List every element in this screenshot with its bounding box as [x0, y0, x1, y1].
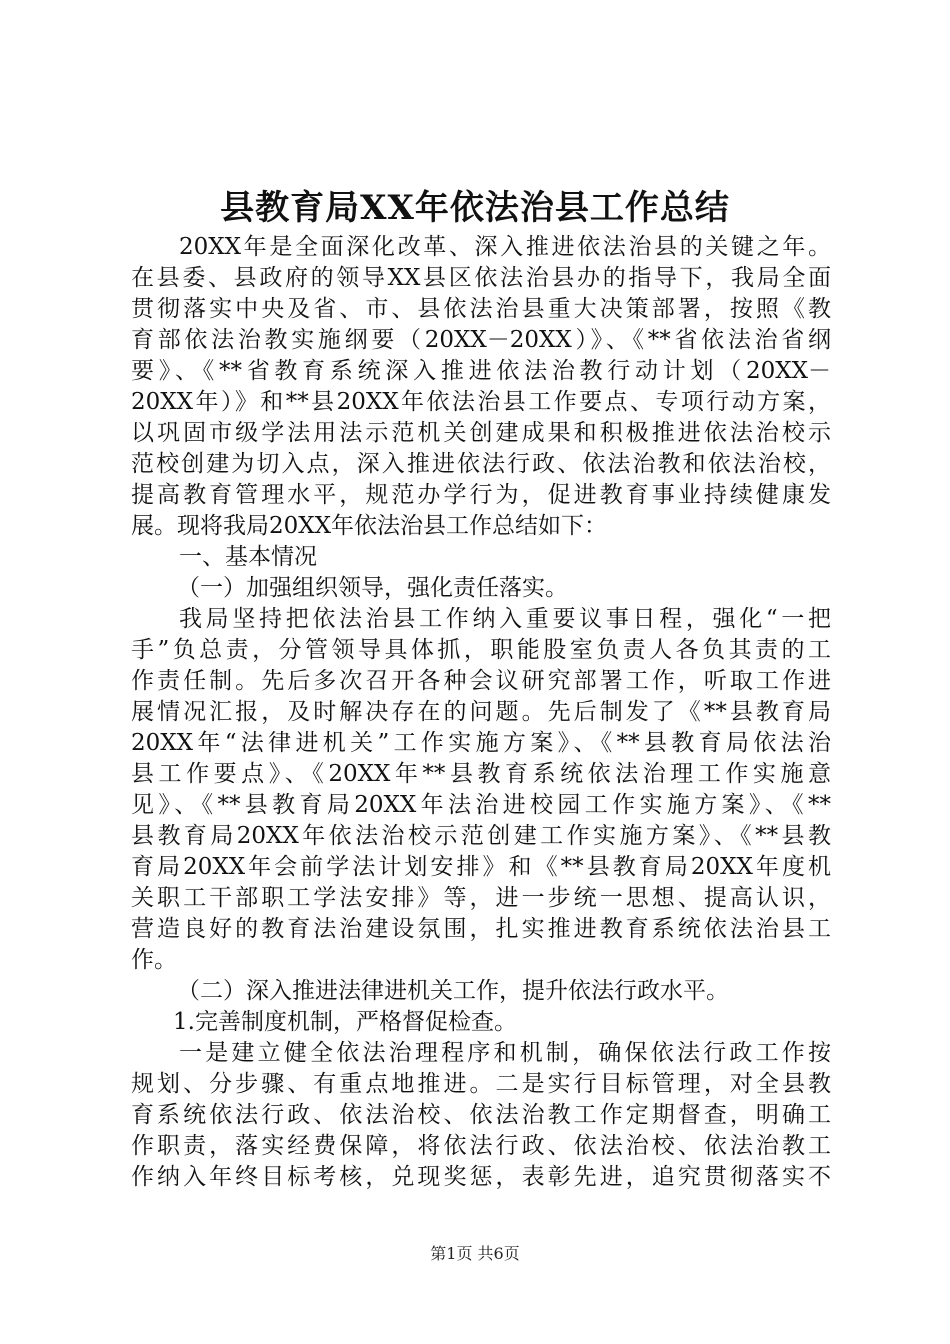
subsection-heading: （一）加强组织领导，强化责任落实。	[177, 575, 568, 601]
page-footer: 第1页 共6页	[430, 1244, 520, 1263]
section-heading: 一、基本情况	[179, 544, 317, 570]
text-line: 20XX年）》和**县20XX年依法治县工作要点、专项行动方案，	[131, 389, 831, 415]
text-line: 规划、分步骤、有重点地推进。二是实行目标管理，对全县教	[131, 1071, 831, 1097]
text-line: 见》、《**县教育局20XX年法治进校园工作实施方案》、《**	[131, 792, 831, 818]
text-line: 20XX年“法律进机关”工作实施方案》、《**县教育局依法治	[131, 730, 831, 756]
text-line: 育局20XX年会前学法计划安排》和《**县教育局20XX年度机	[131, 854, 831, 880]
text-line: 关职工干部职工学法安排》等，进一步统一思想、提高认识，	[131, 885, 831, 911]
text-line: 育部依法治教实施纲要（20XX－20XX）》、《**省依法治省纲	[131, 327, 831, 353]
text-line: 县教育局20XX年依法治校示范创建工作实施方案》、《**县教	[131, 823, 831, 849]
text-line: 育系统依法行政、依法治校、依法治教工作定期督查，明确工	[131, 1102, 831, 1128]
text-line: 展。现将我局20XX年依法治县工作总结如下：	[131, 513, 608, 539]
text-line: 贯彻落实中央及省、市、县依法治县重大决策部署，按照《教	[131, 296, 831, 322]
document-body	[131, 232, 831, 1193]
text-line: 以巩固市级学法用法示范机关创建成果和积极推进依法治校示	[131, 420, 831, 446]
subsection-heading: （二）深入推进法律进机关工作，提升依法行政水平。	[177, 978, 729, 1004]
document-title: 县教育局XX年依法治县工作总结	[220, 188, 730, 228]
text-line: 县工作要点》、《20XX年**县教育系统依法治理工作实施意	[131, 761, 831, 787]
text-line: 营造良好的教育法治建设氛围，扎实推进教育系统依法治县工	[131, 916, 831, 942]
text-line: 展情况汇报，及时解决存在的问题。先后制发了《**县教育局	[131, 699, 831, 725]
text-line: 作。	[131, 947, 177, 973]
item-heading: 1.完善制度机制，严格督促检查。	[173, 1009, 517, 1035]
text-line: 20XX年是全面深化改革、深入推进依法治县的关键之年。	[179, 234, 831, 260]
text-line: 我局坚持把依法治县工作纳入重要议事日程，强化“一把	[179, 606, 831, 632]
text-line: 要》、《**省教育系统深入推进依法治教行动计划（20XX－	[131, 358, 831, 384]
text-line: 在县委、县政府的领导XX县区依法治县办的指导下，我局全面	[131, 265, 831, 291]
text-line: 一是建立健全依法治理程序和机制，确保依法行政工作按	[179, 1040, 831, 1066]
text-line: 作纳入年终目标考核，兑现奖惩，表彰先进，追究贯彻落实不	[131, 1164, 831, 1190]
text-line: 作责任制。先后多次召开各种会议研究部署工作，听取工作进	[131, 668, 831, 694]
text-line: 提高教育管理水平，规范办学行为，促进教育事业持续健康发	[131, 482, 831, 508]
text-line: 范校创建为切入点，深入推进依法行政、依法治教和依法治校，	[131, 451, 831, 477]
text-line: 手”负总责，分管领导具体抓，职能股室负责人各负其责的工	[131, 637, 831, 663]
text-line: 作职责，落实经费保障，将依法行政、依法治校、依法治教工	[131, 1133, 831, 1159]
